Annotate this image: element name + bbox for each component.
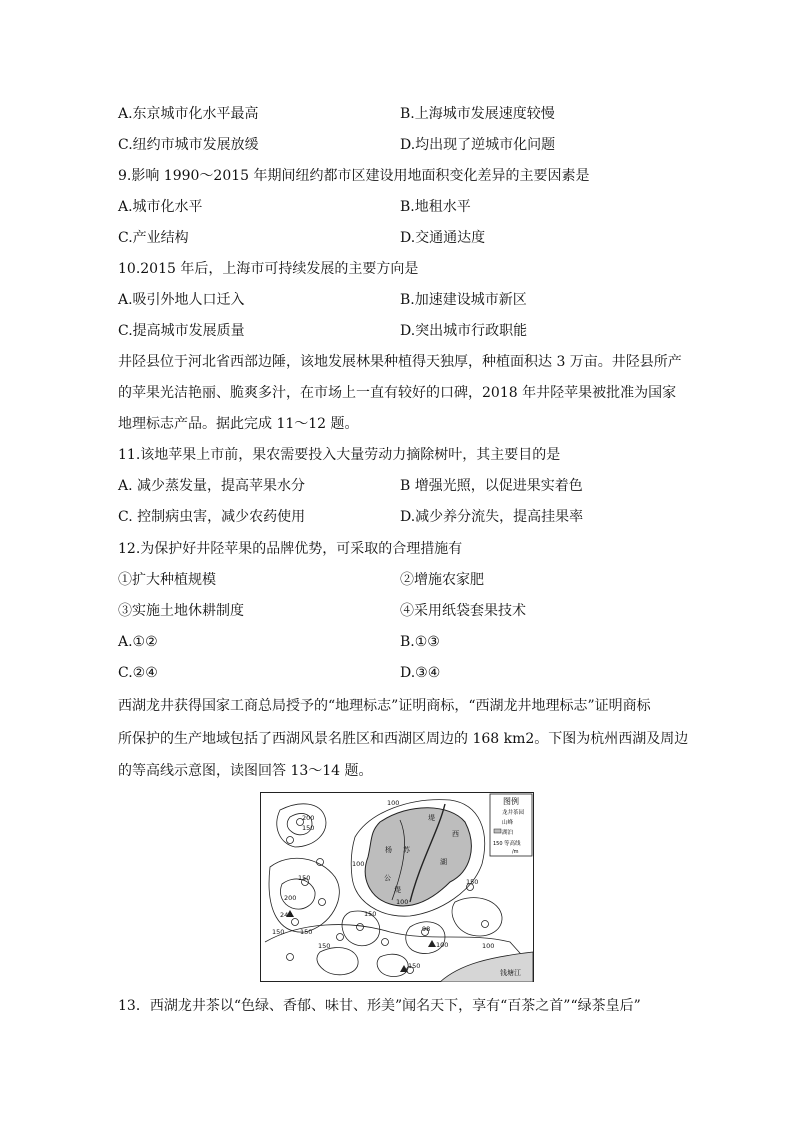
q9-option-c: C.产业结构 [118, 230, 189, 246]
contour-label: 100 [352, 860, 365, 868]
q12-item-2: ②增施农家肥 [400, 572, 484, 588]
place-label: 湖 [440, 858, 447, 866]
q12-item-4: ④采用纸袋套果技术 [400, 603, 526, 619]
contour-label: 100 [387, 799, 400, 807]
q11-option-a: A. 减少蒸发量，提高苹果水分 [118, 478, 306, 494]
q8-option-c: C.纽约市城市发展放缓 [118, 137, 259, 153]
contour-label: 100 [482, 942, 495, 950]
q9-option-b: B.地租水平 [400, 199, 471, 215]
q8-option-b: B.上海城市发展速度较慢 [400, 106, 555, 122]
contour-label: 150 [466, 878, 479, 886]
contour-label: 150 [272, 928, 285, 936]
q11-stem: 11.该地苹果上市前，果农需要投入大量劳动力摘除树叶，其主要目的是 [118, 447, 561, 463]
contour-label: 200 [284, 894, 297, 902]
place-label: 苏 [403, 846, 410, 854]
contour-label: 150 [302, 824, 315, 832]
contour-label: 200 [302, 814, 315, 822]
place-label: 堤 [394, 886, 401, 894]
passage2-line-1: 西湖龙井获得国家工商总局授予的“地理标志”证明商标，“西湖龙井地理标志”证明商标 [118, 698, 651, 714]
q11-option-d: D.减少养分流失，提高挂果率 [400, 509, 584, 525]
contour-label: 150 [300, 928, 313, 936]
q12-stem: 12.为保护好井陉苹果的品牌优势，可采取的合理措施有 [118, 541, 463, 557]
contour-label: 150 [364, 910, 377, 918]
q11-option-c: C. 控制病虫害，减少农药使用 [118, 509, 306, 525]
west-lake-contour-map [260, 792, 534, 982]
q12-item-3: ③实施土地休耕制度 [118, 603, 244, 619]
contour-label: 150 [408, 962, 421, 970]
q8-option-a: A.东京城市化水平最高 [118, 106, 259, 122]
q12-option-d: D.③④ [400, 665, 441, 681]
passage1-line-1: 井陉县位于河北省西部边陲，该地发展林果种植得天独厚，种植面积达 3 万亩。井陉县所产 [118, 354, 682, 370]
q9-option-d: D.交通通达度 [400, 230, 486, 246]
passage2-line-3: 的等高线示意图，读图回答 13～14 题。 [118, 763, 373, 779]
legend-lake: 湖泊 [502, 830, 514, 836]
legend-peak: 山峰 [502, 820, 514, 826]
q9-option-a: A.城市化水平 [118, 199, 203, 215]
q10-option-b: B.加速建设城市新区 [400, 292, 527, 308]
passage1-line-2: 的苹果光洁艳丽、脆爽多汁，在市场上一直有较好的口碑，2018 年井陉苹果被批准为国家 [118, 385, 677, 401]
q12-option-a: A.①② [118, 634, 158, 650]
place-label: 杨 [385, 846, 392, 854]
q13-stem: 13．西湖龙井茶以“色绿、香郁、味甘、形美”闻名天下，享有“百茶之首”“绿茶皇后” [118, 998, 641, 1014]
contour-label: 100 [436, 941, 449, 949]
legend-contour-value: 150 [493, 841, 503, 847]
q10-option-c: C.提高城市发展质量 [118, 323, 245, 339]
contour-label: 150 [318, 942, 331, 950]
q9-stem: 9.影响 1990～2015 年期间纽约都市区建设用地面积变化差异的主要因素是 [118, 168, 590, 184]
map-legend-title: 图例 [503, 797, 519, 806]
passage2-line-2: 所保护的生产地域包括了西湖风景名胜区和西湖区周边的 168 km2。下图为杭州西湖及周边 [118, 731, 689, 747]
place-label: 钱塘江 [500, 969, 521, 977]
contour-label: 150 [298, 874, 311, 882]
q10-option-a: A.吸引外地人口迁入 [118, 292, 245, 308]
q12-option-b: B.①③ [400, 634, 440, 650]
q8-option-d: D.均出现了逆城市化问题 [400, 137, 556, 153]
contour-label: 98 [422, 925, 431, 933]
contour-label: 243 [280, 911, 293, 919]
q10-option-d: D.突出城市行政职能 [400, 323, 528, 339]
passage1-line-3: 地理标志产品。据此完成 11～12 题。 [118, 416, 359, 432]
q12-option-c: C.②④ [118, 665, 158, 681]
place-label: 堤 [428, 814, 435, 822]
q10-stem: 10.2015 年后，上海市可持续发展的主要方向是 [118, 261, 419, 277]
q11-option-b: B 增强光照，以促进果实着色 [400, 478, 583, 494]
contour-label: 100 [396, 898, 409, 906]
place-label: 西 [452, 830, 459, 838]
legend-unit: /m [512, 849, 519, 855]
legend-tea-garden: 龙井茶园 [502, 810, 525, 816]
q12-item-1: ①扩大种植规模 [118, 572, 216, 588]
legend-contour: 等高线 [504, 841, 521, 847]
place-label: 公 [384, 874, 391, 882]
